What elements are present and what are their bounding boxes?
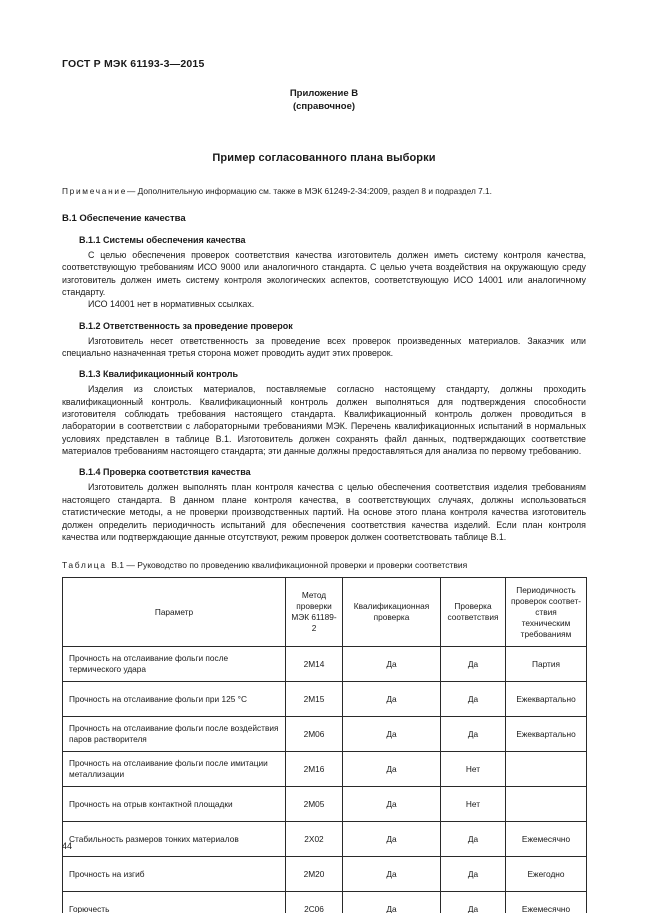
- cell-parameter: Прочность на изгиб: [63, 857, 286, 892]
- cell-conformity: Да: [441, 647, 506, 682]
- section-heading-b14: В.1.4 Проверка соответствия качества: [79, 467, 251, 478]
- note-dash: —: [127, 186, 136, 196]
- cell-parameter: Горючесть: [63, 892, 286, 913]
- cell-method: 2М14: [286, 647, 343, 682]
- cell-parameter: Прочность на отслаивание фольги при 125 °C: [63, 682, 286, 717]
- cell-qualification: Да: [343, 822, 441, 857]
- cell-periodicity: [506, 787, 587, 822]
- cell-method: 2М20: [286, 857, 343, 892]
- cell-qualification: Да: [343, 717, 441, 752]
- cell-periodicity: Ежеквартально: [506, 682, 587, 717]
- cell-parameter: Прочность на отслаивание фольги после воздействия паров растворителя: [63, 717, 286, 752]
- column-header-conformity-line2: соответствия: [447, 612, 499, 622]
- annex-heading: [62, 88, 586, 113]
- column-header-periodicity-line3: ствия техническим: [521, 606, 571, 628]
- cell-conformity: Нет: [441, 752, 506, 787]
- table-body: [63, 647, 587, 913]
- annex-subtitle: (справочное): [292, 100, 356, 112]
- paragraph-b11-2: ИСО 14001 нет в нормативных ссылках.: [88, 299, 255, 310]
- cell-qualification: Да: [343, 892, 441, 913]
- column-header-qualification-line1: Квалификационная: [353, 601, 430, 611]
- note-label: Примечание: [62, 186, 128, 196]
- cell-conformity: Да: [441, 682, 506, 717]
- column-header-method-line2: проверки: [296, 601, 332, 611]
- column-header-method-line3: МЭК 61189-2: [291, 612, 337, 633]
- table-caption-dash: —: [126, 560, 135, 570]
- table-caption: [62, 560, 467, 570]
- cell-periodicity: Ежегодно: [506, 857, 587, 892]
- column-header-qualification-line2: проверка: [373, 612, 410, 622]
- paragraph-b13-1: Изделия из слоистых материалов, поставляемые согласно настоящему стандарту, должны проходить квалификационный контроль. Квалификационный контроль должен выполняться для подтверждения способности изготовителя соблюдать требования настоящего стандарта. Квалификационный контроль должен проводиться в лаборатории в соответствии с лабораторными требованиями МЭК. Перечень квалификационных испытаний в нормальных условиях представлен в таблице В.1. Изготовитель должен сохранять файл данных, подтверждающих соответствие материалов требованиям настоящего стандарта; эти данные должны предоставляться для анализа по первому требованию.: [62, 384, 586, 457]
- table-row: [63, 787, 587, 822]
- note-block: [62, 186, 586, 197]
- table-header: [63, 578, 587, 647]
- cell-qualification: Да: [343, 787, 441, 822]
- table-caption-number: В.1: [111, 560, 125, 570]
- section-heading-b1: В.1 Обеспечение качества: [62, 213, 186, 224]
- column-header-periodicity-line2: проверок соответ-: [510, 595, 582, 606]
- cell-method: 2Х02: [286, 822, 343, 857]
- column-header-method-line1: Метод: [301, 590, 327, 600]
- column-header-parameter: Параметр: [63, 578, 286, 647]
- running-head: ГОСТ Р МЭК 61193-3—2015: [62, 58, 205, 70]
- cell-parameter: Прочность на отслаивание фольги после термического удара: [63, 647, 286, 682]
- column-header-conformity-line1: Проверка: [454, 601, 492, 611]
- table-row: [63, 857, 587, 892]
- table-row: [63, 752, 587, 787]
- cell-conformity: Да: [441, 822, 506, 857]
- table-row: [63, 647, 587, 682]
- cell-qualification: Да: [343, 647, 441, 682]
- cell-method: 2М16: [286, 752, 343, 787]
- cell-method: 2С06: [286, 892, 343, 913]
- cell-method: 2М06: [286, 717, 343, 752]
- cell-parameter: Прочность на отслаивание фольги после имитации металлизации: [63, 752, 286, 787]
- column-header-qualification: [343, 578, 441, 647]
- table-row: [63, 717, 587, 752]
- cell-qualification: Да: [343, 682, 441, 717]
- paragraph-b11-1: С целью обеспечения проверок соответствия качества изготовитель должен иметь систему контроля качества, соответствующую требованиям ИСО 9000 или аналогичного стандарта. С целью учета воздействия на окружающую среду изготовитель должен иметь систему контроля экологических аспектов, соответствующую ИСО 14001 или аналогичному стандарту.: [62, 250, 586, 298]
- page-title: Пример согласованного плана выборки: [212, 152, 436, 164]
- column-header-conformity: [441, 578, 506, 647]
- column-header-periodicity-line1: Периодичность: [516, 584, 576, 595]
- cell-conformity: Да: [441, 717, 506, 752]
- cell-parameter: Стабильность размеров тонких материалов: [63, 822, 286, 857]
- cell-periodicity: Ежемесячно: [506, 822, 587, 857]
- cell-conformity: Нет: [441, 787, 506, 822]
- section-heading-b13: В.1.3 Квалификационный контроль: [79, 369, 238, 380]
- qualification-table: [62, 577, 587, 913]
- table-caption-label: Таблица: [62, 560, 107, 570]
- cell-periodicity: Ежеквартально: [506, 717, 587, 752]
- column-header-periodicity-line4: требованиям: [520, 628, 572, 639]
- section-heading-b11: В.1.1 Системы обеспечения качества: [79, 235, 246, 245]
- table-row: [63, 822, 587, 857]
- note-text: Дополнительную информацию см. также в МЭК 61249-2-34:2009, раздел 8 и подраздел 7.1.: [137, 186, 492, 196]
- body-content: [62, 205, 586, 543]
- annex-title: Приложение В: [289, 88, 359, 99]
- cell-method: 2М05: [286, 787, 343, 822]
- paragraph-b14-1: Изготовитель должен выполнять план контроля качества с целью обеспечения соответствия изделия требованиям настоящего стандарта. В данном плане контроля качества, в соответствующих случаях, должны использоваться статистические методы, а не проверки производственных партий. На основе этого плана контроля качества изготовитель должен определить периодичность испытаний для обеспечения соответствия качества изделий. Если план контроля качества или подтверждающие данные отсутствуют, режим проверок должен соответствовать таблице В.1.: [62, 482, 586, 542]
- table-header-row: [63, 578, 587, 647]
- cell-qualification: Да: [343, 752, 441, 787]
- paragraph-b12-1: Изготовитель несет ответственность за проведение всех проверок произведенных материалов. Заказчик или специально назначенная третья сторона может проводить аудит этих проверок.: [62, 335, 586, 359]
- cell-conformity: Да: [441, 857, 506, 892]
- cell-conformity: Да: [441, 892, 506, 913]
- cell-periodicity: [506, 752, 587, 787]
- column-header-periodicity: [506, 578, 587, 647]
- cell-periodicity: Партия: [506, 647, 587, 682]
- cell-parameter: Прочность на отрыв контактной площадки: [63, 787, 286, 822]
- cell-periodicity: Ежемесячно: [506, 892, 587, 913]
- table-caption-text: Руководство по проведению квалификационной проверки и проверки соответствия: [137, 560, 468, 570]
- page-number: 44: [62, 841, 73, 851]
- cell-method: 2М15: [286, 682, 343, 717]
- column-header-method: [286, 578, 343, 647]
- table-row: [63, 892, 587, 913]
- table-row: [63, 682, 587, 717]
- cell-qualification: Да: [343, 857, 441, 892]
- section-heading-b12: В.1.2 Ответственность за проведение проверок: [79, 320, 293, 331]
